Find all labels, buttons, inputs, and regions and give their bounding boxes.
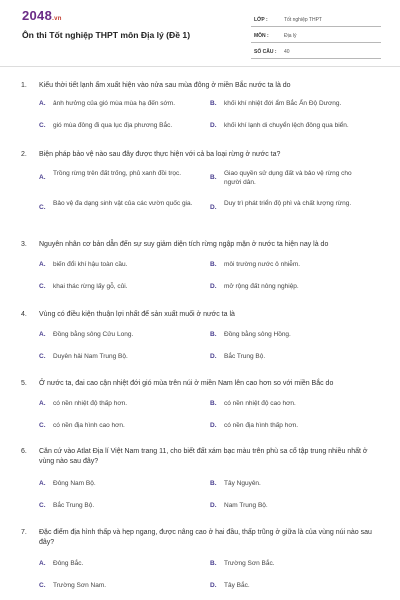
option-text: Tây Nguyên. (224, 480, 261, 487)
meta-row-subject (251, 30, 381, 43)
page-header (0, 0, 400, 60)
option-text: có nền nhiệt độ thấp hơn. (53, 400, 128, 407)
option-text: Đồng bằng sông Hồng. (224, 331, 291, 338)
option-letter: B. (210, 331, 217, 338)
option-letter: C. (39, 204, 46, 211)
question-number: 3. (21, 241, 27, 248)
question-text: Biện pháp bảo vệ nào sau đây được thực hiện với cả ba loại rừng ở nước ta? (39, 151, 281, 158)
option-letter: A. (39, 174, 46, 181)
question-number: 4. (21, 311, 27, 318)
option-text: có nền địa hình cao hơn. (53, 422, 125, 429)
option-text: Bắc Trung Bộ. (53, 502, 95, 509)
meta-value: 40 (284, 49, 290, 55)
meta-key: SỐ CÂU : (254, 49, 277, 55)
meta-value: Địa lý (284, 33, 297, 39)
option-text: ảnh hưởng của gió mùa mùa hạ đến sớm. (53, 100, 176, 107)
option-letter: A. (39, 400, 46, 407)
option-text: có nền nhiệt độ cao hơn. (224, 400, 296, 407)
option-text: khối khí lạnh di chuyển lệch đông qua biển. (224, 122, 349, 129)
option-letter: B. (210, 100, 217, 107)
option-text: môi trường nước ô nhiễm. (224, 261, 301, 268)
option-text: gió mùa đông đi qua lục địa phương Bắc. (53, 122, 173, 129)
option-text: biến đổi khí hậu toàn cầu. (53, 261, 128, 268)
meta-key: MÔN : (254, 33, 269, 39)
meta-row-question-count (251, 46, 381, 59)
question-text: Ở nước ta, đai cao cận nhiệt đới gió mùa trên núi ở miền Nam lên cao hơn so với miền Bắc do (39, 380, 334, 387)
logo-domain-text: .vn (52, 16, 62, 22)
option-text: khai thác rừng lấy gỗ, củi. (53, 283, 128, 290)
option-letter: A. (39, 331, 46, 338)
option-letter: D. (210, 502, 217, 509)
option-text: Duyên hải Nam Trung Bộ. (53, 353, 128, 360)
question-text: Đặc điểm địa hình thấp và hẹp ngang, được nâng cao ở hai đầu, thấp trũng ở giữa là của vùng núi nào sau đây? (39, 529, 372, 546)
option-letter: C. (39, 283, 46, 290)
question-number: 6. (21, 448, 27, 455)
option-text: Trường Sơn Bắc. (224, 560, 275, 567)
header-divider (0, 66, 400, 67)
meta-value: Tốt nghiệp THPT (284, 17, 322, 23)
question-number: 5. (21, 380, 27, 387)
option-letter: B. (210, 400, 217, 407)
option-letter: B. (210, 480, 217, 487)
question-text: Kiểu thời tiết lạnh ẩm xuất hiện vào nửa sau mùa đông ở miền Bắc nước ta là do (39, 82, 291, 89)
option-letter: D. (210, 422, 217, 429)
question-text: Vùng có điều kiện thuận lợi nhất để sản xuất muối ở nước ta là (39, 311, 235, 318)
option-letter: B. (210, 261, 217, 268)
option-text: Trồng rừng trên đất trống, phủ xanh đồi trọc. (53, 170, 182, 177)
meta-row-class (251, 14, 381, 27)
option-text: mở rộng đất nông nghiệp. (224, 283, 299, 290)
option-text: Duy trì phát triển độ phì và chất lượng rừng. (224, 200, 352, 207)
option-text: có nền địa hình thấp hơn. (224, 422, 299, 429)
option-text: Bắc Trung Bộ. (224, 353, 266, 360)
option-letter: D. (210, 582, 217, 589)
option-text: Đông Nam Bộ. (53, 480, 96, 487)
option-letter: D. (210, 204, 217, 211)
option-text: Tây Bắc. (224, 582, 250, 589)
option-letter: A. (39, 100, 46, 107)
document-meta (251, 14, 381, 62)
option-letter: D. (210, 283, 217, 290)
option-letter: D. (210, 122, 217, 129)
option-text: Đồng bằng sông Cửu Long. (53, 331, 134, 338)
meta-key: LỚP : (254, 17, 268, 23)
option-text: khối khí nhiệt đới ẩm Bắc Ấn Độ Dương. (224, 100, 342, 107)
option-letter: C. (39, 502, 46, 509)
option-letter: A. (39, 560, 46, 567)
option-text: Nam Trung Bộ. (224, 502, 268, 509)
question-text: Căn cứ vào Atlat Địa lí Việt Nam trang 11, cho biết đất xám bạc màu trên phù sa cổ tập trung nhiều nhất ở vùng nào sau đây? (39, 448, 368, 465)
option-letter: A. (39, 480, 46, 487)
site-logo[interactable] (22, 8, 62, 23)
option-letter: A. (39, 261, 46, 268)
option-letter: B. (210, 174, 217, 181)
option-text: Bảo vệ đa dạng sinh vật của các vườn quốc gia. (53, 200, 193, 207)
option-letter: B. (210, 560, 217, 567)
question-number: 1. (21, 82, 27, 89)
question-text: Nguyên nhân cơ bản dẫn đến sự suy giảm diện tích rừng ngập mặn ở nước ta hiện nay là do (39, 241, 329, 248)
option-text: Giao quyền sử dụng đất và bảo vệ rừng cho người dân. (224, 170, 352, 186)
option-text: Đông Bắc. (53, 560, 84, 567)
logo-main-text: 2048 (22, 8, 53, 23)
document-title: Ôn thi Tốt nghiệp THPT môn Địa lý (Đề 1) (22, 30, 191, 40)
option-letter: C. (39, 122, 46, 129)
option-letter: C. (39, 353, 46, 360)
option-letter: C. (39, 422, 46, 429)
question-number: 2. (21, 151, 27, 158)
question-number: 7. (21, 529, 27, 536)
option-text: Trường Sơn Nam. (53, 582, 107, 589)
option-letter: D. (210, 353, 217, 360)
option-letter: C. (39, 582, 46, 589)
